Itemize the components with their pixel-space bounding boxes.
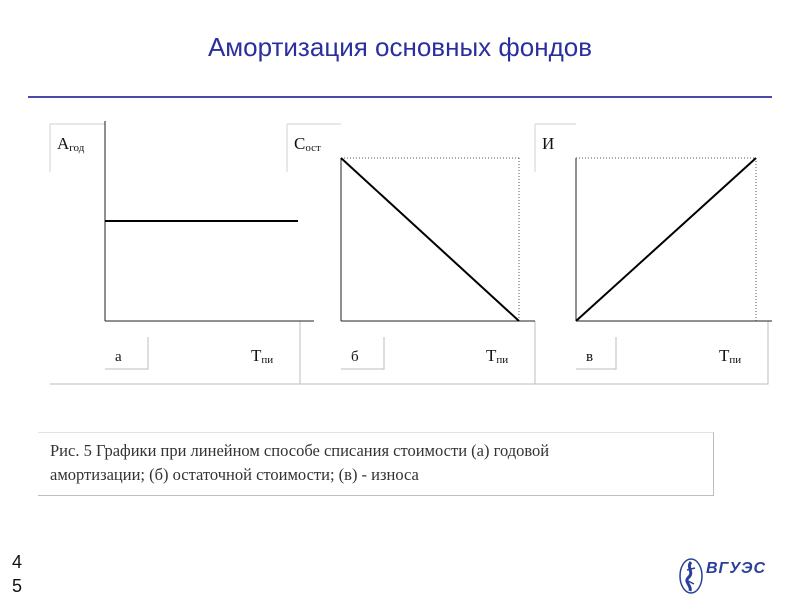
- chart-а-panel-label: а: [115, 349, 122, 365]
- chart-б-bottom-frame: [287, 321, 535, 384]
- chart-а-x-axis-label: Тпи: [251, 346, 274, 366]
- chart-а-bottom-frame: [50, 321, 300, 384]
- logo-text: ВГУЭС: [706, 560, 767, 577]
- chart-б-series-0-line: [341, 158, 519, 321]
- chart-б-panel-label-frame: [341, 337, 384, 369]
- chart-б-x-axis-label: Тпи: [486, 346, 509, 366]
- university-logo: [678, 556, 778, 596]
- chart-а-panel-label-frame: [105, 337, 148, 369]
- caption-line-2: амортизации; (б) остаточной стоимости; (в) - износа: [50, 465, 419, 484]
- chart-б-panel-label: б: [351, 349, 359, 365]
- page-number-digit-1: 4: [12, 552, 23, 572]
- caption-line-1: Рис. 5 Графики при линейном способе списания стоимости (а) годовой: [50, 441, 550, 460]
- chart-в-x-axis-label: Тпи: [719, 346, 742, 366]
- chart-в-bottom-frame: [535, 321, 768, 384]
- figure-caption: [38, 432, 714, 496]
- chart-б-y-axis-label: Сост: [294, 134, 321, 154]
- page-number: [12, 550, 22, 598]
- chart-в-series-0-line: [576, 158, 756, 321]
- page-title: Амортизация основных фондов: [207, 32, 593, 62]
- emblem-icon: [678, 556, 704, 596]
- page-number-digit-2: 5: [12, 576, 23, 596]
- chart-а-y-axis-label: Агод: [57, 134, 85, 154]
- chart-в-panel-label-frame: [576, 337, 616, 369]
- chart-в-y-axis-label: И: [542, 134, 555, 153]
- chart-в-panel-label: в: [586, 349, 594, 365]
